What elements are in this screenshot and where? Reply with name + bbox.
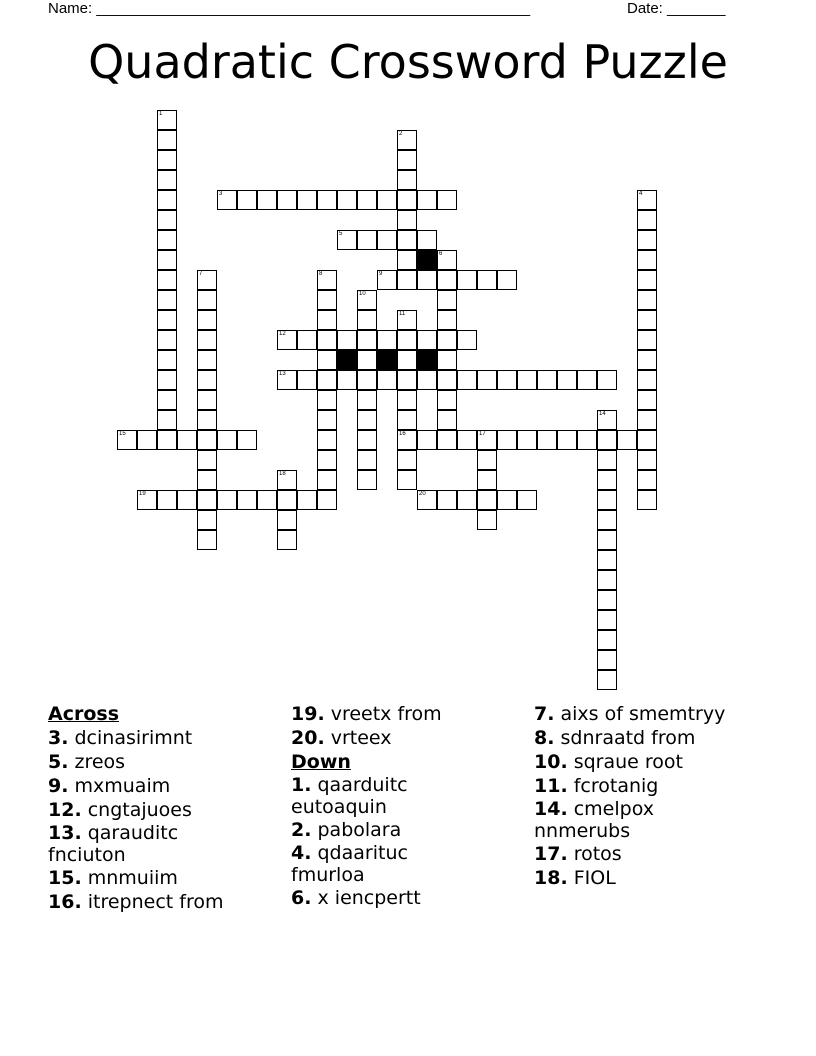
grid-cell[interactable]	[597, 590, 617, 610]
grid-cell[interactable]	[157, 350, 177, 370]
cell-number: 19	[139, 491, 146, 497]
grid-cell[interactable]	[397, 310, 417, 330]
name-field: Name: ____________________________________________________	[48, 0, 531, 17]
grid-cell[interactable]	[317, 490, 337, 510]
grid-cell[interactable]	[397, 170, 417, 190]
grid-cell[interactable]	[297, 190, 317, 210]
grid-cell[interactable]	[197, 330, 217, 350]
grid-cell[interactable]	[117, 430, 137, 450]
grid-cell[interactable]	[197, 290, 217, 310]
grid-cell[interactable]	[637, 210, 657, 230]
clue-1-down: 1. qaarduitc eutoaquin	[291, 774, 408, 818]
grid-cell[interactable]	[257, 490, 277, 510]
grid-cell[interactable]	[597, 530, 617, 550]
grid-cell[interactable]	[157, 250, 177, 270]
grid-cell[interactable]	[517, 490, 537, 510]
grid-cell[interactable]	[257, 190, 277, 210]
grid-cell[interactable]	[637, 370, 657, 390]
cell-number: 2	[399, 131, 403, 137]
grid-cell[interactable]	[637, 450, 657, 470]
grid-cell[interactable]	[637, 190, 657, 210]
grid-cell[interactable]	[317, 270, 337, 290]
cell-number: 10	[359, 291, 366, 297]
grid-cell[interactable]	[237, 190, 257, 210]
grid-cell[interactable]	[597, 490, 617, 510]
grid-cell[interactable]	[417, 230, 437, 250]
grid-cell[interactable]	[317, 350, 337, 370]
grid-cell[interactable]	[177, 430, 197, 450]
grid-cell[interactable]	[197, 430, 217, 450]
grid-cell[interactable]	[637, 490, 657, 510]
grid-cell[interactable]	[477, 450, 497, 470]
cell-number: 5	[339, 231, 343, 237]
grid-cell[interactable]	[157, 170, 177, 190]
grid-cell[interactable]	[637, 330, 657, 350]
clue-5-across: 5. zreos	[48, 751, 126, 773]
grid-cell[interactable]	[197, 390, 217, 410]
grid-cell[interactable]	[197, 310, 217, 330]
grid-cell[interactable]	[437, 290, 457, 310]
grid-cell[interactable]	[437, 310, 457, 330]
cell-number: 18	[279, 471, 286, 477]
grid-cell[interactable]	[477, 470, 497, 490]
grid-cell[interactable]	[357, 290, 377, 310]
grid-cell[interactable]	[417, 190, 437, 210]
clue-11-down: 11. fcrotanig	[534, 775, 659, 797]
grid-cell[interactable]	[437, 390, 457, 410]
grid-cell[interactable]	[557, 430, 577, 450]
grid-cell[interactable]	[417, 330, 437, 350]
grid-cell[interactable]	[397, 150, 417, 170]
grid-cell[interactable]	[217, 490, 237, 510]
grid-cell[interactable]	[157, 410, 177, 430]
grid-cell[interactable]	[557, 370, 577, 390]
grid-cell[interactable]	[497, 370, 517, 390]
grid-block	[337, 350, 357, 370]
grid-cell[interactable]	[297, 490, 317, 510]
grid-cell[interactable]	[397, 430, 417, 450]
grid-cell[interactable]	[317, 190, 337, 210]
grid-cell[interactable]	[437, 250, 457, 270]
clue-column-3	[534, 702, 784, 890]
grid-cell[interactable]	[597, 430, 617, 450]
clue-16-across: 16. itrepnect from	[48, 891, 224, 913]
grid-cell[interactable]	[357, 310, 377, 330]
grid-cell[interactable]	[237, 490, 257, 510]
grid-cell[interactable]	[157, 390, 177, 410]
grid-cell[interactable]	[297, 330, 317, 350]
grid-cell[interactable]	[137, 490, 157, 510]
clue-13-across: 13. qarauditc fnciuton	[48, 822, 179, 866]
grid-cell[interactable]	[397, 210, 417, 230]
cell-number: 8	[319, 271, 323, 277]
grid-cell[interactable]	[517, 370, 537, 390]
grid-cell[interactable]	[497, 430, 517, 450]
grid-cell[interactable]	[337, 190, 357, 210]
grid-cell[interactable]	[397, 190, 417, 210]
grid-cell[interactable]	[597, 410, 617, 430]
grid-cell[interactable]	[597, 470, 617, 490]
grid-cell[interactable]	[197, 490, 217, 510]
grid-cell[interactable]	[157, 430, 177, 450]
grid-cell[interactable]	[637, 470, 657, 490]
clue-19-across: 19. vreetx from	[291, 703, 442, 725]
grid-cell[interactable]	[537, 370, 557, 390]
grid-cell[interactable]	[377, 190, 397, 210]
grid-cell[interactable]	[277, 530, 297, 550]
grid-cell[interactable]	[397, 230, 417, 250]
grid-cell[interactable]	[277, 330, 297, 350]
date-field: Date: _______	[627, 0, 726, 17]
grid-cell[interactable]	[277, 190, 297, 210]
grid-cell[interactable]	[597, 630, 617, 650]
grid-cell[interactable]	[157, 290, 177, 310]
clue-2-down: 2. pabolara	[291, 819, 402, 841]
grid-cell[interactable]	[357, 190, 377, 210]
cell-number: 17	[479, 431, 486, 437]
cell-number: 12	[279, 331, 286, 337]
grid-cell[interactable]	[137, 430, 157, 450]
grid-cell[interactable]	[357, 370, 377, 390]
grid-cell[interactable]	[317, 330, 337, 350]
grid-cell[interactable]	[357, 390, 377, 410]
clue-6-down: 6. x iencpertt	[291, 887, 421, 909]
page-title: Quadratic Crossword Puzzle	[88, 35, 728, 89]
grid-cell[interactable]	[157, 490, 177, 510]
clue-9-across: 9. mxmuaim	[48, 775, 171, 797]
grid-cell[interactable]	[437, 430, 457, 450]
grid-cell[interactable]	[357, 450, 377, 470]
grid-cell[interactable]	[637, 290, 657, 310]
grid-cell[interactable]	[197, 410, 217, 430]
grid-cell[interactable]	[317, 370, 337, 390]
grid-cell[interactable]	[477, 490, 497, 510]
grid-cell[interactable]	[317, 470, 337, 490]
grid-cell[interactable]	[397, 130, 417, 150]
grid-cell[interactable]	[157, 130, 177, 150]
grid-cell[interactable]	[197, 350, 217, 370]
grid-cell[interactable]	[437, 270, 457, 290]
grid-cell[interactable]	[277, 490, 297, 510]
grid-cell[interactable]	[417, 490, 437, 510]
grid-cell[interactable]	[317, 450, 337, 470]
grid-cell[interactable]	[377, 230, 397, 250]
grid-cell[interactable]	[597, 570, 617, 590]
grid-cell[interactable]	[457, 370, 477, 390]
grid-cell[interactable]	[597, 550, 617, 570]
grid-cell[interactable]	[217, 190, 237, 210]
grid-cell[interactable]	[597, 450, 617, 470]
cell-number: 20	[419, 491, 426, 497]
clue-column-2	[291, 702, 541, 910]
clue-4-down: 4. qdaarituc fmurloa	[291, 842, 408, 886]
grid-cell[interactable]	[377, 370, 397, 390]
grid-block	[417, 250, 437, 270]
grid-cell[interactable]	[637, 410, 657, 430]
grid-cell[interactable]	[637, 390, 657, 410]
grid-cell[interactable]	[497, 490, 517, 510]
clue-17-down: 17. rotos	[534, 843, 622, 865]
clue-18-down: 18. FIOL	[534, 867, 616, 889]
grid-cell[interactable]	[577, 430, 597, 450]
clue-15-across: 15. mnmuiim	[48, 867, 178, 889]
grid-cell[interactable]	[457, 490, 477, 510]
grid-cell[interactable]	[477, 430, 497, 450]
grid-cell[interactable]	[277, 370, 297, 390]
grid-cell[interactable]	[397, 250, 417, 270]
grid-cell[interactable]	[397, 470, 417, 490]
grid-cell[interactable]	[357, 230, 377, 250]
grid-cell[interactable]	[397, 410, 417, 430]
grid-cell[interactable]	[597, 610, 617, 630]
cell-number: 11	[399, 311, 406, 317]
grid-cell[interactable]	[197, 530, 217, 550]
grid-cell[interactable]	[577, 370, 597, 390]
grid-cell[interactable]	[337, 370, 357, 390]
clue-column-1	[48, 702, 298, 914]
grid-cell[interactable]	[597, 650, 617, 670]
cell-number: 3	[219, 191, 223, 197]
grid-cell[interactable]	[317, 390, 337, 410]
grid-cell[interactable]	[437, 190, 457, 210]
grid-cell[interactable]	[597, 670, 617, 690]
grid-block	[417, 350, 437, 370]
grid-cell[interactable]	[397, 390, 417, 410]
grid-cell[interactable]	[277, 510, 297, 530]
cell-number: 13	[279, 371, 286, 377]
grid-cell[interactable]	[637, 430, 657, 450]
grid-cell[interactable]	[637, 270, 657, 290]
grid-cell[interactable]	[457, 330, 477, 350]
grid-cell[interactable]	[437, 410, 457, 430]
cell-number: 1	[159, 111, 163, 117]
clue-14-down: 14. cmelpox nnmerubs	[534, 798, 654, 842]
grid-cell[interactable]	[437, 330, 457, 350]
grid-cell[interactable]	[637, 250, 657, 270]
grid-cell[interactable]	[357, 410, 377, 430]
grid-cell[interactable]	[477, 270, 497, 290]
cell-number: 6	[439, 251, 443, 257]
grid-cell[interactable]	[157, 210, 177, 230]
grid-cell[interactable]	[197, 450, 217, 470]
clue-12-across: 12. cngtajuoes	[48, 799, 192, 821]
grid-cell[interactable]	[357, 330, 377, 350]
grid-cell[interactable]	[617, 430, 637, 450]
grid-cell[interactable]	[597, 370, 617, 390]
grid-cell[interactable]	[517, 430, 537, 450]
grid-cell[interactable]	[437, 350, 457, 370]
grid-cell[interactable]	[317, 410, 337, 430]
grid-cell[interactable]	[197, 370, 217, 390]
down-heading: Down	[291, 751, 351, 773]
grid-cell[interactable]	[637, 310, 657, 330]
grid-cell[interactable]	[197, 470, 217, 490]
grid-cell[interactable]	[337, 230, 357, 250]
across-heading: Across	[48, 703, 120, 725]
grid-cell[interactable]	[157, 230, 177, 250]
grid-cell[interactable]	[417, 430, 437, 450]
grid-cell[interactable]	[397, 330, 417, 350]
clue-8-down: 8. sdnraatd from	[534, 727, 696, 749]
grid-cell[interactable]	[397, 370, 417, 390]
grid-cell[interactable]	[317, 310, 337, 330]
clue-3-across: 3. dcinasirimnt	[48, 727, 193, 749]
grid-cell[interactable]	[537, 430, 557, 450]
grid-cell[interactable]	[637, 350, 657, 370]
grid-cell[interactable]	[377, 330, 397, 350]
grid-cell[interactable]	[277, 470, 297, 490]
grid-cell[interactable]	[237, 430, 257, 450]
grid-cell[interactable]	[317, 430, 337, 450]
grid-cell[interactable]	[217, 430, 237, 450]
grid-cell[interactable]	[157, 370, 177, 390]
grid-cell[interactable]	[457, 270, 477, 290]
grid-cell[interactable]	[497, 270, 517, 290]
cell-number: 4	[639, 191, 643, 197]
grid-cell[interactable]	[437, 370, 457, 390]
grid-block	[377, 350, 397, 370]
grid-cell[interactable]	[417, 370, 437, 390]
grid-cell[interactable]	[597, 510, 617, 530]
grid-cell[interactable]	[197, 510, 217, 530]
grid-cell[interactable]	[477, 510, 497, 530]
cell-number: 15	[119, 431, 126, 437]
grid-cell[interactable]	[397, 450, 417, 470]
cell-number: 16	[399, 431, 406, 437]
clue-20-across: 20. vrteex	[291, 727, 392, 749]
grid-cell[interactable]	[637, 230, 657, 250]
grid-cell[interactable]	[357, 430, 377, 450]
cell-number: 9	[379, 271, 383, 277]
grid-cell[interactable]	[157, 110, 177, 130]
grid-cell[interactable]	[377, 270, 397, 290]
grid-cell[interactable]	[397, 270, 417, 290]
cell-number: 14	[599, 411, 606, 417]
grid-cell[interactable]	[157, 190, 177, 210]
clue-10-down: 10. sqraue root	[534, 751, 683, 773]
grid-cell[interactable]	[397, 350, 417, 370]
grid-cell[interactable]	[457, 430, 477, 450]
grid-cell[interactable]	[197, 270, 217, 290]
grid-cell[interactable]	[337, 330, 357, 350]
grid-cell[interactable]	[357, 350, 377, 370]
grid-cell[interactable]	[477, 370, 497, 390]
grid-cell[interactable]	[357, 470, 377, 490]
grid-cell[interactable]	[157, 330, 177, 350]
grid-cell[interactable]	[157, 310, 177, 330]
grid-cell[interactable]	[177, 490, 197, 510]
grid-cell[interactable]	[297, 370, 317, 390]
grid-cell[interactable]	[317, 290, 337, 310]
grid-cell[interactable]	[157, 270, 177, 290]
grid-cell[interactable]	[157, 150, 177, 170]
cell-number: 7	[199, 271, 203, 277]
clue-7-down: 7. aixs of smemtryy	[534, 703, 726, 725]
grid-cell[interactable]	[417, 270, 437, 290]
grid-cell[interactable]	[437, 490, 457, 510]
